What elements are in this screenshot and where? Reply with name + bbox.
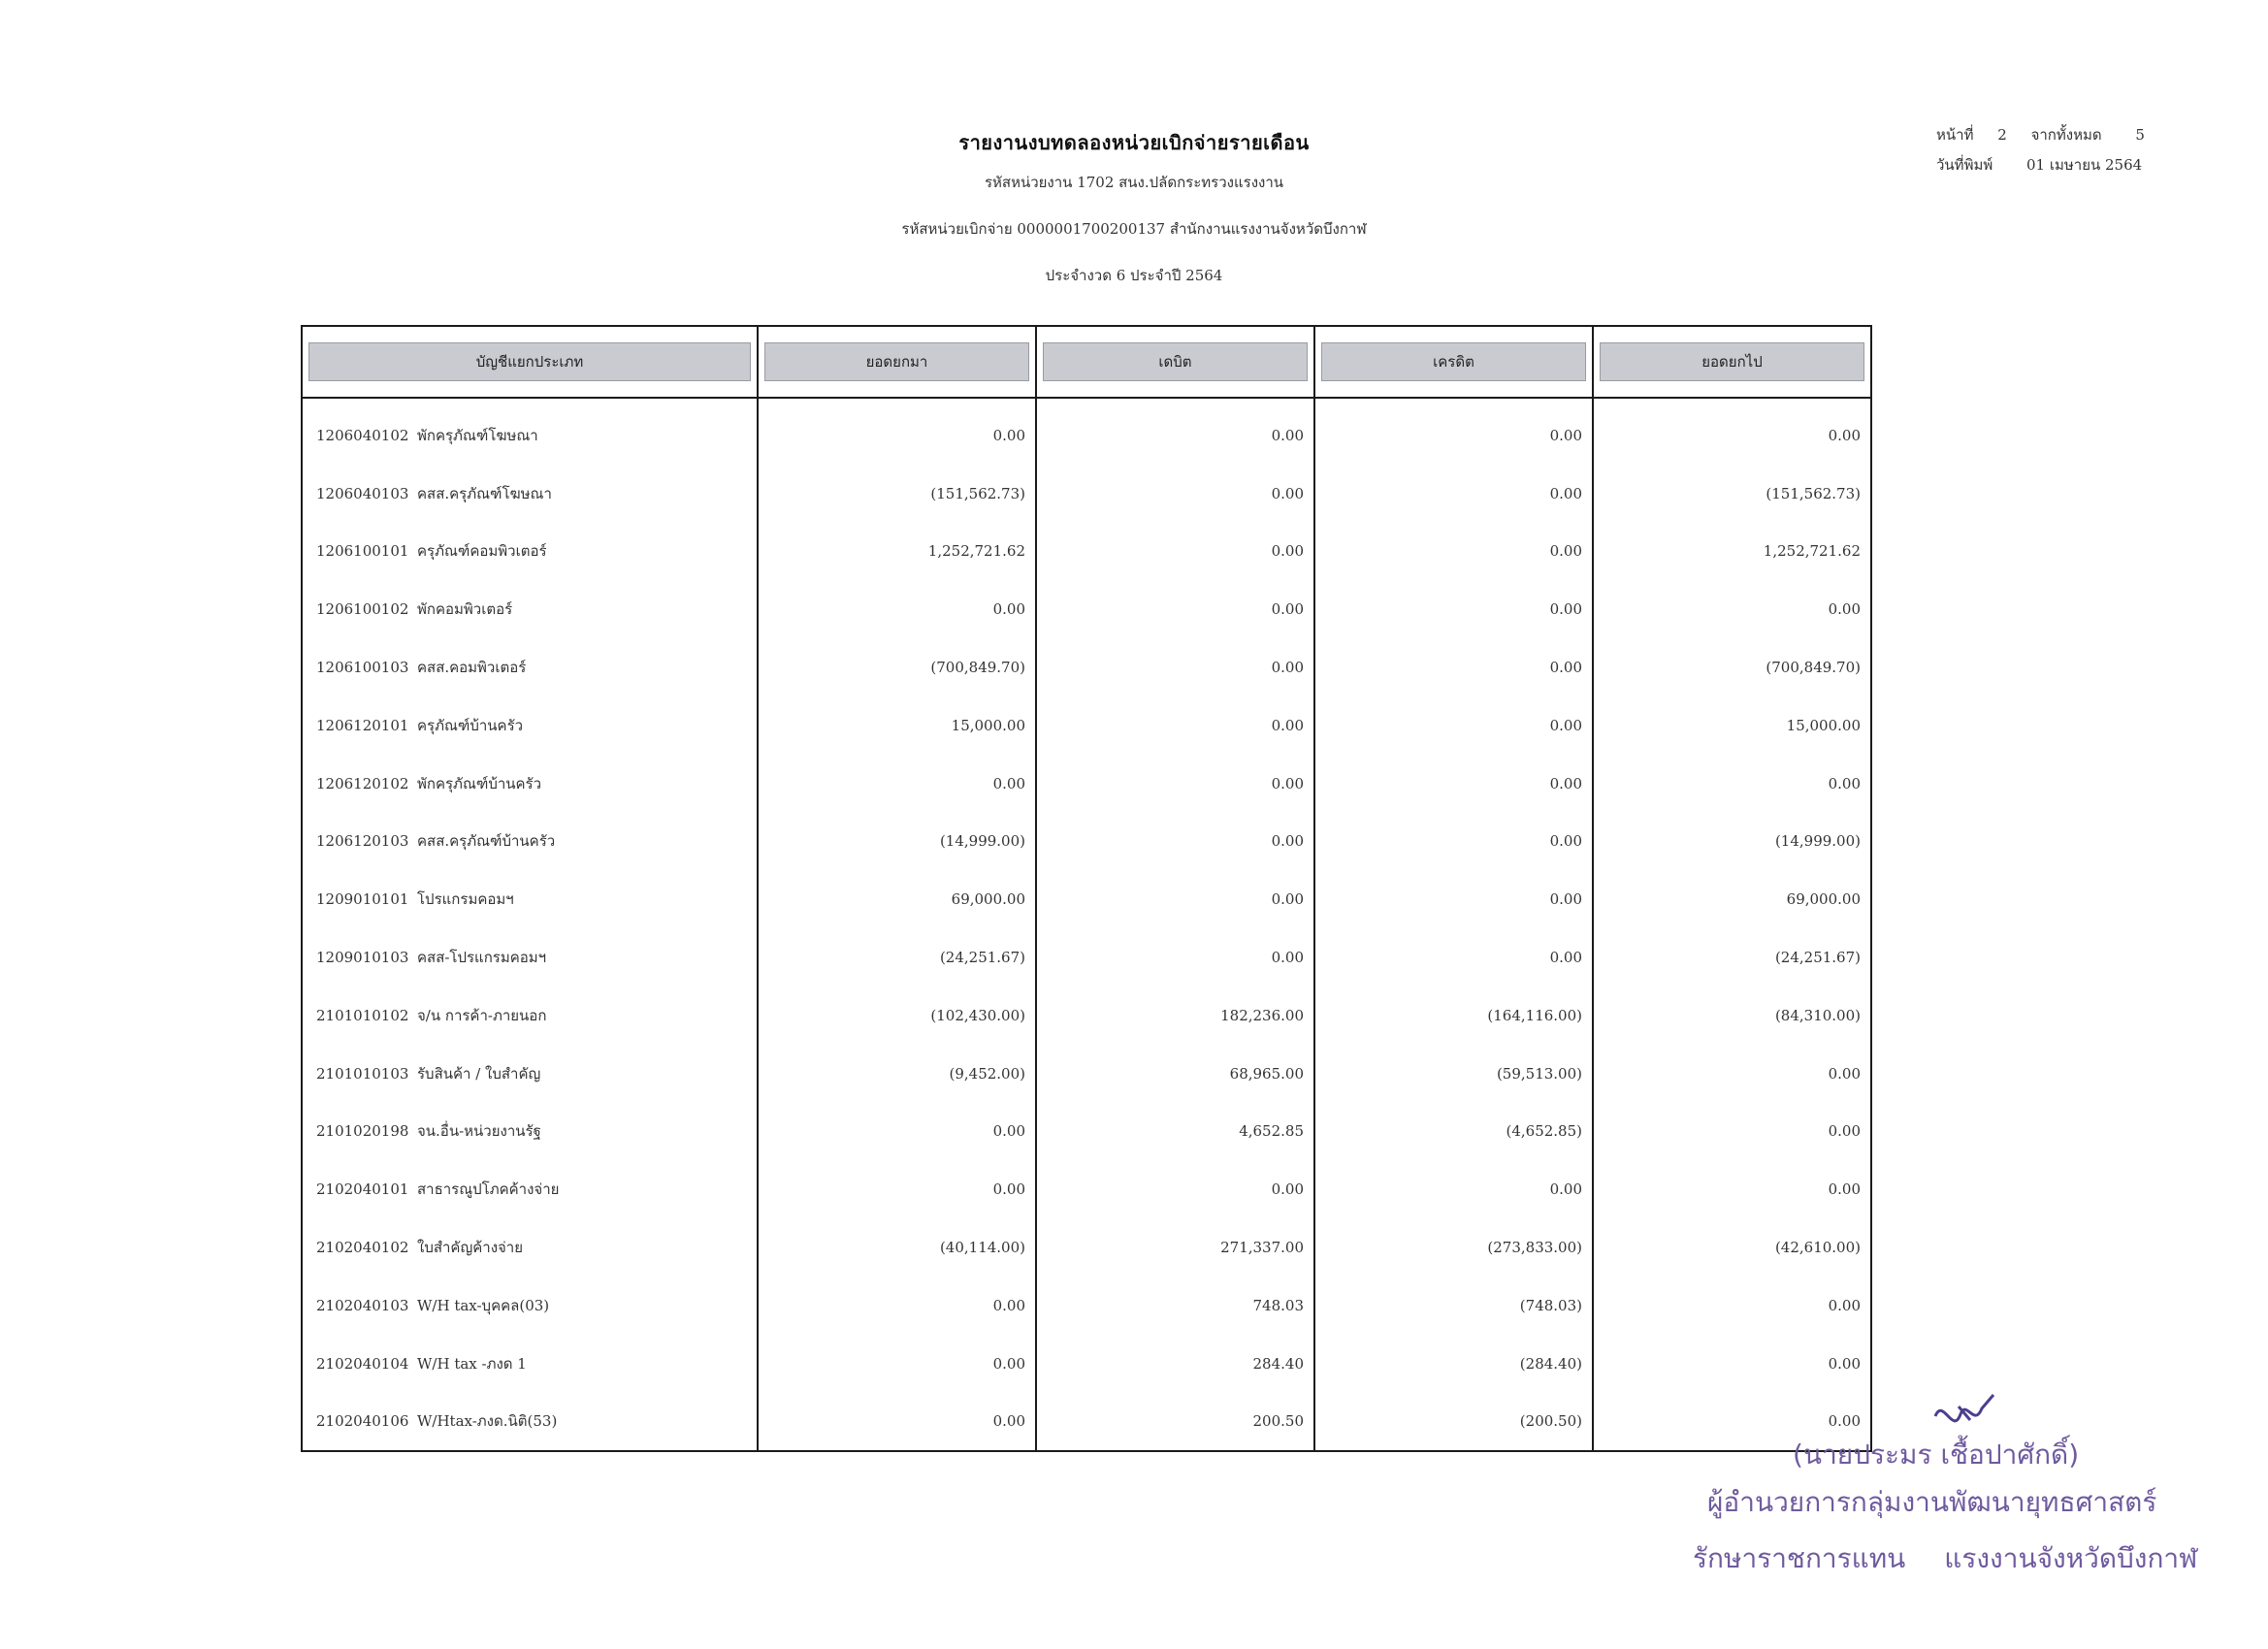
- account-name: พักครุภัณฑ์บ้านครัว: [417, 774, 542, 792]
- acting-for: แรงงานจังหวัดบึงกาฬ: [1944, 1542, 2198, 1574]
- account-name: รับสินค้า / ใบสำคัญ: [417, 1064, 541, 1083]
- account-name: คสส.ครุภัณฑ์บ้านครัว: [417, 832, 556, 851]
- account-name: คสส-โปรแกรมคอมฯ: [417, 949, 547, 967]
- carried-forward-cell: 0.00: [1593, 398, 1871, 465]
- carried-forward-cell: 0.00: [1593, 1393, 1871, 1452]
- carried-forward-cell: 0.00: [1593, 1045, 1871, 1103]
- account-code: 2101010102: [316, 1006, 409, 1024]
- credit-cell: (200.50): [1314, 1393, 1593, 1452]
- brought-forward-cell: 0.00: [758, 1335, 1036, 1393]
- carried-forward-cell: (700,849.70): [1593, 638, 1871, 696]
- table-row: [302, 465, 1871, 523]
- signatory-position: ผู้อำนวยการกลุ่มงานพัฒนายุทธศาสตร์: [1707, 1486, 2157, 1518]
- debit-cell: 271,337.00: [1036, 1218, 1314, 1277]
- table-row: [302, 928, 1871, 986]
- credit-cell: 0.00: [1314, 638, 1593, 696]
- table-row: [302, 870, 1871, 928]
- credit-cell: 0.00: [1314, 465, 1593, 523]
- table-row: [302, 1160, 1871, 1218]
- brought-forward-cell: 69,000.00: [758, 870, 1036, 928]
- account-code: 1206100102: [316, 600, 409, 619]
- column-header-credit: เครดิต: [1314, 326, 1593, 398]
- account-cell: [302, 398, 758, 465]
- carried-forward-cell: 0.00: [1593, 1160, 1871, 1218]
- table-row: [302, 755, 1871, 813]
- credit-cell: (59,513.00): [1314, 1045, 1593, 1103]
- account-code: 1209010101: [316, 890, 409, 909]
- account-code: 2102040106: [316, 1412, 409, 1431]
- brought-forward-cell: 0.00: [758, 1277, 1036, 1335]
- debit-cell: 0.00: [1036, 928, 1314, 986]
- account-cell: [302, 1393, 758, 1452]
- carried-forward-cell: (14,999.00): [1593, 813, 1871, 871]
- account-cell: [302, 580, 758, 638]
- account-name: โปรแกรมคอมฯ: [417, 890, 514, 909]
- account-name: W/H tax -ภงด 1: [417, 1354, 527, 1373]
- carried-forward-cell: 0.00: [1593, 1277, 1871, 1335]
- debit-cell: 0.00: [1036, 638, 1314, 696]
- print-date-info: [1936, 153, 2142, 177]
- report-title: รายงานงบทดลองหน่วยเบิกจ่ายรายเดือน: [958, 131, 1310, 154]
- account-cell: [302, 1335, 758, 1393]
- account-cell: [302, 813, 758, 871]
- table-row: [302, 813, 1871, 871]
- print-date-label: วันที่พิมพ์: [1936, 156, 1993, 174]
- trial-balance-table: [301, 325, 1872, 1452]
- credit-cell: (4,652.85): [1314, 1103, 1593, 1161]
- table-row: [302, 1045, 1871, 1103]
- table-row: [302, 1218, 1871, 1277]
- period-line: ประจำงวด 6 ประจำปี 2564: [1045, 267, 1223, 284]
- account-code: 2101020198: [316, 1122, 409, 1141]
- account-code: 1206100103: [316, 659, 409, 677]
- credit-cell: 0.00: [1314, 870, 1593, 928]
- debit-cell: 182,236.00: [1036, 986, 1314, 1045]
- carried-forward-cell: (84,310.00): [1593, 986, 1871, 1045]
- debit-cell: 0.00: [1036, 523, 1314, 581]
- debit-cell: 0.00: [1036, 813, 1314, 871]
- table-row: [302, 638, 1871, 696]
- brought-forward-cell: 0.00: [758, 1393, 1036, 1452]
- credit-cell: 0.00: [1314, 813, 1593, 871]
- account-code: 1206040103: [316, 484, 409, 502]
- brought-forward-cell: (102,430.00): [758, 986, 1036, 1045]
- brought-forward-cell: (700,849.70): [758, 638, 1036, 696]
- brought-forward-cell: 15,000.00: [758, 696, 1036, 755]
- table-header-row: [302, 326, 1871, 398]
- account-code: 1206120103: [316, 832, 409, 851]
- account-code: 2101010103: [316, 1064, 409, 1083]
- credit-cell: 0.00: [1314, 1160, 1593, 1218]
- carried-forward-cell: 0.00: [1593, 1335, 1871, 1393]
- debit-cell: 0.00: [1036, 870, 1314, 928]
- account-cell: [302, 1218, 758, 1277]
- account-name: W/H tax-บุคคล(03): [417, 1296, 550, 1314]
- brought-forward-cell: 0.00: [758, 580, 1036, 638]
- brought-forward-cell: (40,114.00): [758, 1218, 1036, 1277]
- debit-cell: 0.00: [1036, 398, 1314, 465]
- debit-cell: 0.00: [1036, 755, 1314, 813]
- signatory-acting: [1693, 1537, 2197, 1580]
- carried-forward-cell: (151,562.73): [1593, 465, 1871, 523]
- brought-forward-cell: 0.00: [758, 398, 1036, 465]
- account-name: พักคอมพิวเตอร์: [417, 600, 513, 619]
- account-name: คสส.คอมพิวเตอร์: [417, 659, 527, 677]
- carried-forward-cell: 0.00: [1593, 580, 1871, 638]
- account-cell: [302, 1277, 758, 1335]
- table-row: [302, 696, 1871, 755]
- account-name: ครุภัณฑ์คอมพิวเตอร์: [417, 542, 547, 561]
- debit-cell: 748.03: [1036, 1277, 1314, 1335]
- credit-cell: 0.00: [1314, 928, 1593, 986]
- table-row: [302, 986, 1871, 1045]
- brought-forward-cell: 0.00: [758, 755, 1036, 813]
- account-code: 2102040103: [316, 1296, 409, 1314]
- brought-forward-cell: (14,999.00): [758, 813, 1036, 871]
- carried-forward-cell: (42,610.00): [1593, 1218, 1871, 1277]
- debit-cell: 0.00: [1036, 465, 1314, 523]
- account-cell: [302, 1103, 758, 1161]
- column-header-debit: เดบิต: [1036, 326, 1314, 398]
- credit-cell: 0.00: [1314, 696, 1593, 755]
- account-cell: [302, 523, 758, 581]
- account-cell: [302, 1045, 758, 1103]
- agency-line: รหัสหน่วยงาน 1702 สนง.ปลัดกระทรวงแรงงาน: [984, 174, 1284, 191]
- page-label: หน้าที่: [1936, 126, 1974, 144]
- page-info: [1936, 123, 2145, 146]
- column-header-account: บัญชีแยกประเภท: [302, 326, 758, 398]
- total-pages: 5: [2135, 126, 2145, 144]
- account-code: 1206040102: [316, 426, 409, 444]
- account-name: ครุภัณฑ์บ้านครัว: [417, 716, 524, 734]
- credit-cell: 0.00: [1314, 398, 1593, 465]
- account-cell: [302, 928, 758, 986]
- table-row: [302, 1103, 1871, 1161]
- carried-forward-cell: 1,252,721.62: [1593, 523, 1871, 581]
- debit-cell: 200.50: [1036, 1393, 1314, 1452]
- carried-forward-cell: 0.00: [1593, 1103, 1871, 1161]
- total-label: จากทั้งหมด: [2030, 126, 2102, 144]
- debit-cell: 0.00: [1036, 696, 1314, 755]
- account-code: 1206100101: [316, 542, 409, 561]
- account-name: จ/น การค้า-ภายนอก: [417, 1006, 547, 1024]
- credit-cell: (273,833.00): [1314, 1218, 1593, 1277]
- credit-cell: (284.40): [1314, 1335, 1593, 1393]
- table-row: [302, 1277, 1871, 1335]
- account-cell: [302, 465, 758, 523]
- credit-cell: 0.00: [1314, 755, 1593, 813]
- account-cell: [302, 755, 758, 813]
- acting-prefix: รักษาราชการแทน: [1693, 1542, 1906, 1574]
- column-header-brought-forward: ยอดยกมา: [758, 326, 1036, 398]
- account-name: จน.อื่น-หน่วยงานรัฐ: [417, 1122, 541, 1141]
- carried-forward-cell: 69,000.00: [1593, 870, 1871, 928]
- column-header-carried-forward: ยอดยกไป: [1593, 326, 1871, 398]
- carried-forward-cell: (24,251.67): [1593, 928, 1871, 986]
- account-name: ใบสำคัญค้างจ่าย: [417, 1239, 524, 1257]
- account-code: 1206120101: [316, 716, 409, 734]
- credit-cell: 0.00: [1314, 523, 1593, 581]
- brought-forward-cell: (24,251.67): [758, 928, 1036, 986]
- debit-cell: 0.00: [1036, 1160, 1314, 1218]
- account-code: 2102040102: [316, 1239, 409, 1257]
- disbursing-unit-line: รหัสหน่วยเบิกจ่าย 0000001700200137 สำนักงานแรงงานจังหวัดบึงกาฬ: [901, 220, 1367, 238]
- table-row: [302, 1335, 1871, 1393]
- debit-cell: 0.00: [1036, 580, 1314, 638]
- debit-cell: 4,652.85: [1036, 1103, 1314, 1161]
- carried-forward-cell: 0.00: [1593, 755, 1871, 813]
- brought-forward-cell: (151,562.73): [758, 465, 1036, 523]
- page-number: 2: [1997, 126, 2007, 144]
- account-name: คสส.ครุภัณฑ์โฆษณา: [417, 484, 552, 502]
- print-date: 01 เมษายน 2564: [2026, 156, 2143, 174]
- debit-cell: 68,965.00: [1036, 1045, 1314, 1103]
- account-cell: [302, 1160, 758, 1218]
- brought-forward-cell: 0.00: [758, 1160, 1036, 1218]
- account-cell: [302, 696, 758, 755]
- account-name: W/Htax-ภงด.นิติ(53): [417, 1412, 558, 1431]
- brought-forward-cell: 1,252,721.62: [758, 523, 1036, 581]
- account-code: 2102040104: [316, 1354, 409, 1373]
- table-row: [302, 523, 1871, 581]
- debit-cell: 284.40: [1036, 1335, 1314, 1393]
- table-row: [302, 1393, 1871, 1452]
- account-name: สาธารณูปโภคค้างจ่าย: [417, 1180, 560, 1199]
- table-row: [302, 580, 1871, 638]
- table-row: [302, 398, 1871, 465]
- signatory-name: (นายประมร เชื้อปาศักดิ์): [1793, 1439, 2080, 1471]
- brought-forward-cell: (9,452.00): [758, 1045, 1036, 1103]
- account-code: 2102040101: [316, 1180, 409, 1199]
- account-cell: [302, 986, 758, 1045]
- account-name: พักครุภัณฑ์โฆษณา: [417, 426, 538, 444]
- account-code: 1209010103: [316, 949, 409, 967]
- account-cell: [302, 638, 758, 696]
- credit-cell: (748.03): [1314, 1277, 1593, 1335]
- account-code: 1206120102: [316, 774, 409, 792]
- brought-forward-cell: 0.00: [758, 1103, 1036, 1161]
- account-cell: [302, 870, 758, 928]
- credit-cell: (164,116.00): [1314, 986, 1593, 1045]
- carried-forward-cell: 15,000.00: [1593, 696, 1871, 755]
- credit-cell: 0.00: [1314, 580, 1593, 638]
